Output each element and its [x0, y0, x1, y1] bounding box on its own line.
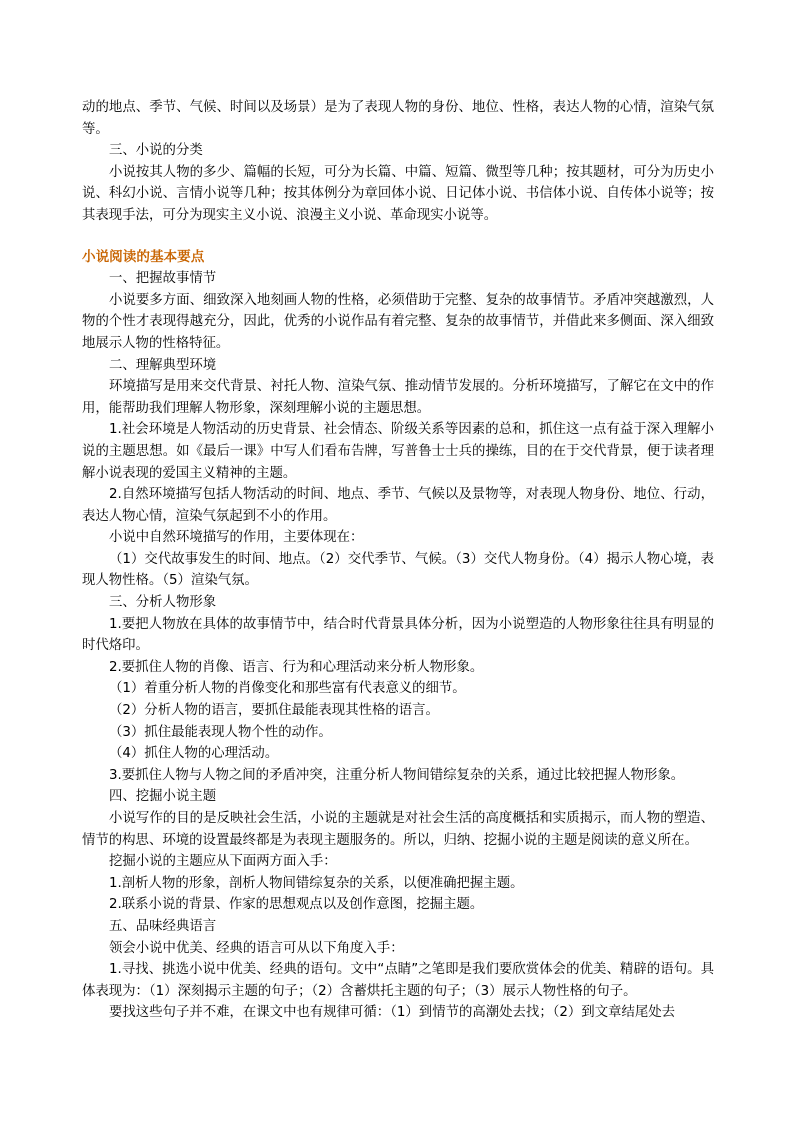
- body-paragraph: 四、挖掘小说主题: [109, 789, 217, 805]
- body-paragraph: 1.要把人物放在具体的故事情节中，结合时代背景具体分析，因为小说塑造的人物形象往往具有明显的时代烙印。: [82, 616, 714, 654]
- body-paragraph: 小说中自然环境描写的作用，主要体现在：: [109, 530, 364, 546]
- body-paragraph: 五、品味经典语言: [109, 918, 217, 934]
- body-paragraph: （4）抓住人物的心理活动。: [109, 746, 279, 762]
- body-paragraph: 环境描写是用来交代背景、衬托人物、渲染气氛、推动情节发展的。分析环境描写，了解它在文中的作用，能帮助我们理解人物形象，深刻理解小说的主题思想。: [82, 379, 714, 416]
- body-paragraph: 动的地点、季节、气候、时间以及场景）是为了表现人物的身份、地位、性格，表达人物的心情，渲染气氛等。: [82, 100, 714, 137]
- body-paragraph: 小说按其人物的多少、篇幅的长短，可分为长篇、中篇、短篇、微型等几种；按其题材，可分为历史小说、科幻小说、言情小说等几种；按其体例分为章回体小说、日记体小说、书信体小说、自传体小说等；按其表现手法，可分为现实主义小说、浪漫主义小说、革命现实小说等。: [82, 164, 714, 223]
- body-paragraph: 小说要多方面、细致深入地刻画人物的性格，必须借助于完整、复杂的故事情节。矛盾冲突越激烈，人物的个性才表现得越充分，因此，优秀的小说作品有着完整、复杂的故事情节，并借此来多侧面、深入细致地展示人物的性格特征。: [82, 292, 714, 351]
- body-paragraph: 2.要抓住人物的肖像、语言、行为和心理活动来分析人物形象。: [109, 659, 484, 675]
- body-paragraph: （1）着重分析人物的肖像变化和那些富有代表意义的细节。: [109, 681, 466, 697]
- body-paragraph: 2.联系小说的背景、作家的思想观点以及创作意图，挖掘主题。: [109, 897, 484, 913]
- body-paragraph: 2.自然环境描写包括人物活动的时间、地点、季节、气候以及景物等，对表现人物身份、地位、行动，表达人物心情，渲染气氛起到不小的作用。: [82, 487, 714, 524]
- section-gap: [82, 227, 714, 247]
- body-paragraph: 3.要抓住人物与人物之间的矛盾冲突，注重分析人物间错综复杂的关系，通过比较把握人物形象。: [109, 767, 685, 783]
- body-paragraph: （2）分析人物的语言，要抓住最能表现其性格的语言。: [109, 703, 439, 719]
- body-paragraph: 三、分析人物形象: [109, 595, 217, 611]
- document-page: [82, 97, 714, 1024]
- body-paragraph: 挖掘小说的主题应从下面两方面入手：: [109, 854, 337, 870]
- body-paragraph: （3）抓住最能表现人物个性的动作。: [109, 724, 332, 740]
- body-paragraph: （1）交代故事发生的时间、地点。（2）交代季节、气候。（3）交代人物身份。（4）揭示人物心境，表现人物性格。（5）渲染气氛。: [82, 551, 714, 589]
- body-paragraph: 三、小说的分类: [109, 143, 203, 159]
- body-paragraph: 要找这些句子并不难，在课文中也有规律可循：（1）到情节的高潮处去找；（2）到文章结尾处去: [109, 1005, 676, 1021]
- body-paragraph: 1.社会环境是人物活动的历史背景、社会情态、阶级关系等因素的总和，抓住这一点有益于深入理解小说的主题思想。如《最后一课》中写人们看布告牌，写普鲁士士兵的操练，目的在于交代背景，便于读者理解小说表现的爱国主义精神的主题。: [82, 422, 714, 481]
- body-paragraph: 领会小说中优美、经典的语言可从以下角度入手：: [109, 940, 404, 956]
- body-paragraph: 1.寻找、挑选小说中优美、经典的语句。文中“点睛”之笔即是我们要欣赏体会的优美、精辟的语句。具体表现为：（1）深刻揭示主题的句子；（2）含蓄烘托主题的句子；（3）展示人物性格的句子。: [82, 962, 714, 999]
- body-paragraph: 1.剖析人物的形象，剖析人物间错综复杂的关系，以便准确把握主题。: [109, 875, 524, 891]
- body-paragraph: 小说写作的目的是反映社会生活，小说的主题就是对社会生活的高度概括和实质揭示，而人物的塑造、情节的构思、环境的设置最终都是为表现主题服务的。所以，归纳、挖掘小说的主题是阅读的意义所在。: [82, 811, 714, 848]
- body-paragraph: 二、理解典型环境: [109, 357, 217, 373]
- section-heading: 小说阅读的基本要点: [82, 248, 205, 265]
- body-paragraph: 一、把握故事情节: [109, 271, 217, 287]
